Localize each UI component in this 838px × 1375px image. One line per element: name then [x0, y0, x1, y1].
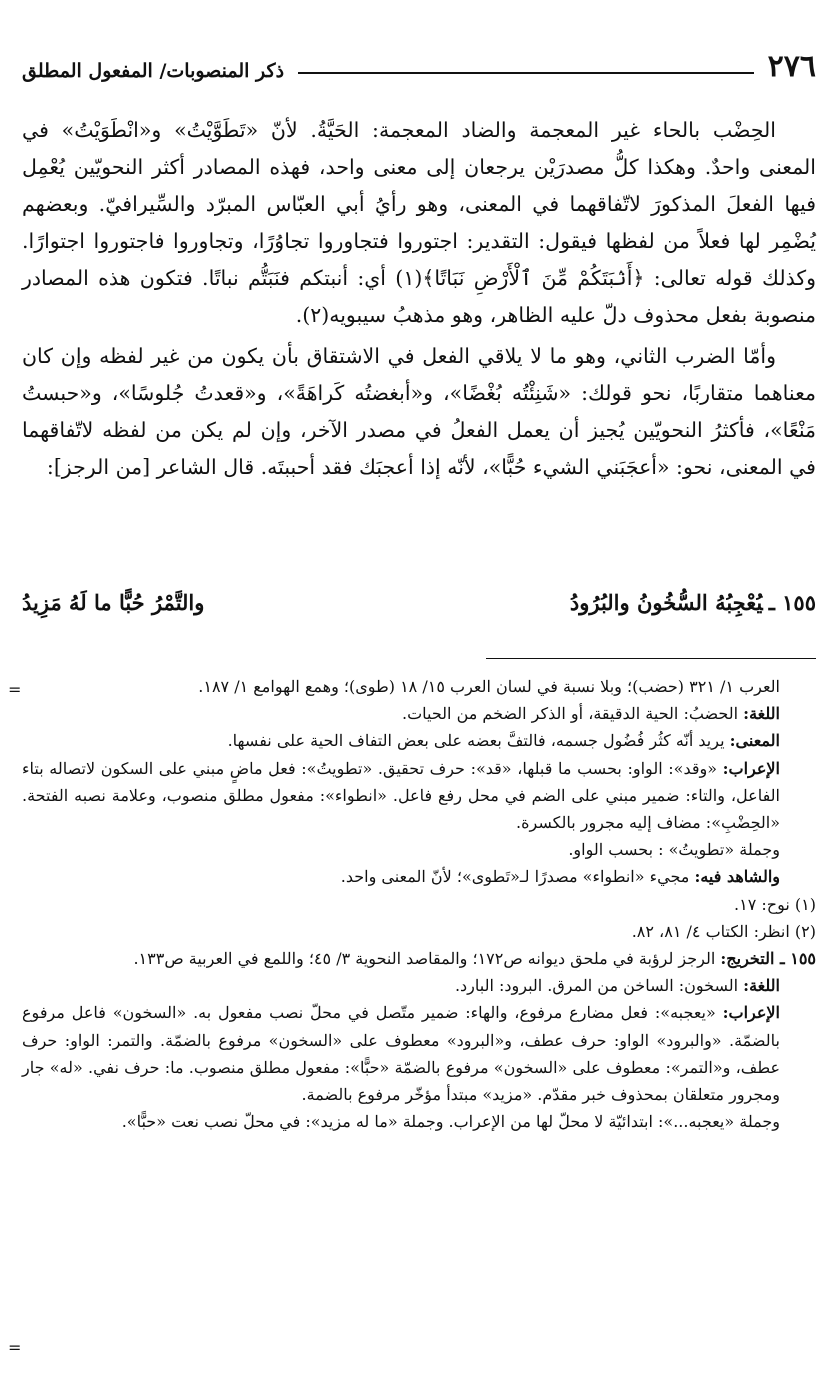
footnote-lugha-2	[22, 972, 816, 999]
footnote-irab-2	[22, 999, 816, 1108]
lugha-label: اللغة:	[743, 704, 780, 724]
footnote-jumla-2: وجملة «يعجبه...»: ابتدائيّة لا محلّ لها من الإعراب. وجملة «ما له مزيد»: في محلّ نصب نعت «حبًّا».	[121, 1112, 780, 1132]
verse-first-hemistich: يُعْجِبُهُ السُّخُونُ والبُرُودُ	[569, 590, 763, 615]
chapter-title: ذكر المنصوبات/ المفعول المطلق	[22, 60, 285, 82]
lugha2-label: اللغة:	[743, 976, 780, 996]
footnote-takhrij	[22, 945, 816, 972]
footnote-maana	[22, 727, 816, 754]
maana-text: يريد أنّه كثُر فُضُول جسمه، فالتفَّ بعضه على بعض التفاف الحية على نفسها.	[227, 731, 725, 751]
footnote-lugha	[22, 700, 816, 727]
footnote-2: (٢) انظر: الكتاب ٤/ ٨١، ٨٢.	[631, 921, 816, 941]
irab2-label: الإعراب:	[722, 1003, 780, 1023]
irab-text: «وقد»: الواو: بحسب ما قبلها، «قد»: حرف تحقيق. «تطويتُ»: فعل ماضٍ مبني على السكون لاتصاله بتاء الفاعل، والتاء: ضمير مبني على الضم في محل رفع فاعل. «انطواء»: مفعول مطلق منصوب، وعلامة نصبه الفتحة. «الحِضْبِ»: مضاف إليه مجرور بالكسرة.	[22, 758, 780, 833]
shahid-label: والشاهد فيه:	[694, 867, 780, 887]
main-text	[22, 112, 816, 486]
verse-first-half	[570, 590, 816, 615]
shahid-text: مجيء «انطواء» مصدرًا لـ«تَطوى»؛ لأنّ المعنى واحد.	[340, 867, 690, 887]
paragraph-1: الحِضْب بالحاء غير المعجمة والضاد المعجمة: الحَيَّةُ. لأنّ «تَطَوَّيْتُ» و«انْطَوَيْتُ» في المعنى واحدٌ. وهكذا كلُّ مصدرَيْن يرجعان إلى معنى واحد، فهذه المصادر أكثر النحويّين يُعْمِل فيها الفعلَ المذكورَ لاتّفاقهما في المعنى، وهو رأيُ أبي العبّاس المبرّد والسِّيرافيّ. وبعضهم يُضْمِر لها فعلاً من لفظها فيقول: التقدير: اجتوروا فتجاوروا تجاوُرًا، وتجاوروا فاجتوروا اجتوارًا. وكذلك قوله تعالى: ﴿أَنۢبَتَكُمْ مِّنَ ٱلْأَرْضِ نَبَاتًا﴾(١) أي: أنبتكم فنَبَتُّم نباتًا. فتكون هذه المصادر منصوبة بفعل محذوف دلّ عليه الظاهر، وهو مذهبُ سيبويه(٢).	[22, 118, 816, 327]
lugha2-text: السخون: الساخن من المرق. البرود: البارد.	[454, 976, 739, 996]
footnote-1: (١) نوح: ١٧.	[734, 894, 816, 914]
lugha-text: الحضبُ: الحية الدقيقة، أو الذكر الضخم من الحيات.	[402, 704, 739, 724]
verse-number: ١٥٥ ـ	[768, 590, 816, 615]
footnote-irab	[22, 755, 816, 837]
takhrij-text: الرجز لرؤبة في ملحق ديوانه ص١٧٢؛ والمقاصد النحوية ٣/ ٤٥؛ واللمع في العربية ص١٣٣.	[133, 949, 716, 969]
paragraph-2: وأمّا الضرب الثاني، وهو ما لا يلاقي الفعل في الاشتقاق بأن يكون من غير لفظه وإن كان معناهما متقاربًا، نحو قولك: «شَنِئْتُه بُغْضًا»، و«أبغضتُه كَراهَةً»، و«قعدتُ جُلوسًا»، و«حبستُ مَنْعًا»، فأكثرُ النحويّين يُجيز أن يعمل الفعلُ في مصدر الآخر، وإن لم يكن من لفظه لاتّفاقهما في المعنى، نحو: «أعجَبَني الشيء حُبًّا»، لأنّه إذا أعجبَك فقد أحببتَه. قال الشاعر [من الرجز]:	[22, 344, 816, 479]
takhrij-label: ١٥٥ ـ التخريج:	[720, 949, 816, 969]
irab2-text: «يعجبه»: فعل مضارع مرفوع، والهاء: ضمير متّصل في محلّ نصب مفعول به. «السخون» فاعل مرفوع بالضمّة. «والبرود» الواو: حرف عطف، و«البرود» معطوف على «السخون» مرفوع بالضمّة. والتمر: الواو: حرف عطف، و«التمر»: معطوف على «السخون» مرفوع بالضمّة «حبًّا»: مفعول مطلق منصوب. ما: حرف نفي. «له» جار ومجرور متعلقان بمحذوف خبر مقدّم. «مزيد» مبتدأ مؤخّر مرفوع بالضمة.	[22, 1003, 780, 1105]
running-header	[22, 38, 816, 82]
header-rule	[298, 72, 754, 74]
footnote-jumla: وجملة «تطويتُ» : بحسب الواو.	[568, 840, 780, 860]
irab-label: الإعراب:	[722, 758, 780, 778]
footnote-separator	[486, 658, 816, 659]
continues-mark: =	[8, 1338, 22, 1357]
verse-second-hemistich: والتَّمْرُ حُبًّا ما لَهُ مَزِيدُ	[22, 590, 205, 615]
maana-label: المعنى:	[729, 731, 780, 751]
page-number: ٢٧٦	[767, 49, 816, 84]
continuation-mark: =	[8, 680, 22, 699]
footnote-source: العرب ١/ ٣٢١ (حضب)؛ وبلا نسبة في لسان العرب ١٥/ ١٨ (طوى)؛ وهمع الهوامع ١/ ١٨٧.	[198, 677, 780, 696]
verse-line	[22, 590, 816, 615]
footnotes	[22, 673, 816, 1135]
footnote-shahid	[22, 863, 816, 890]
